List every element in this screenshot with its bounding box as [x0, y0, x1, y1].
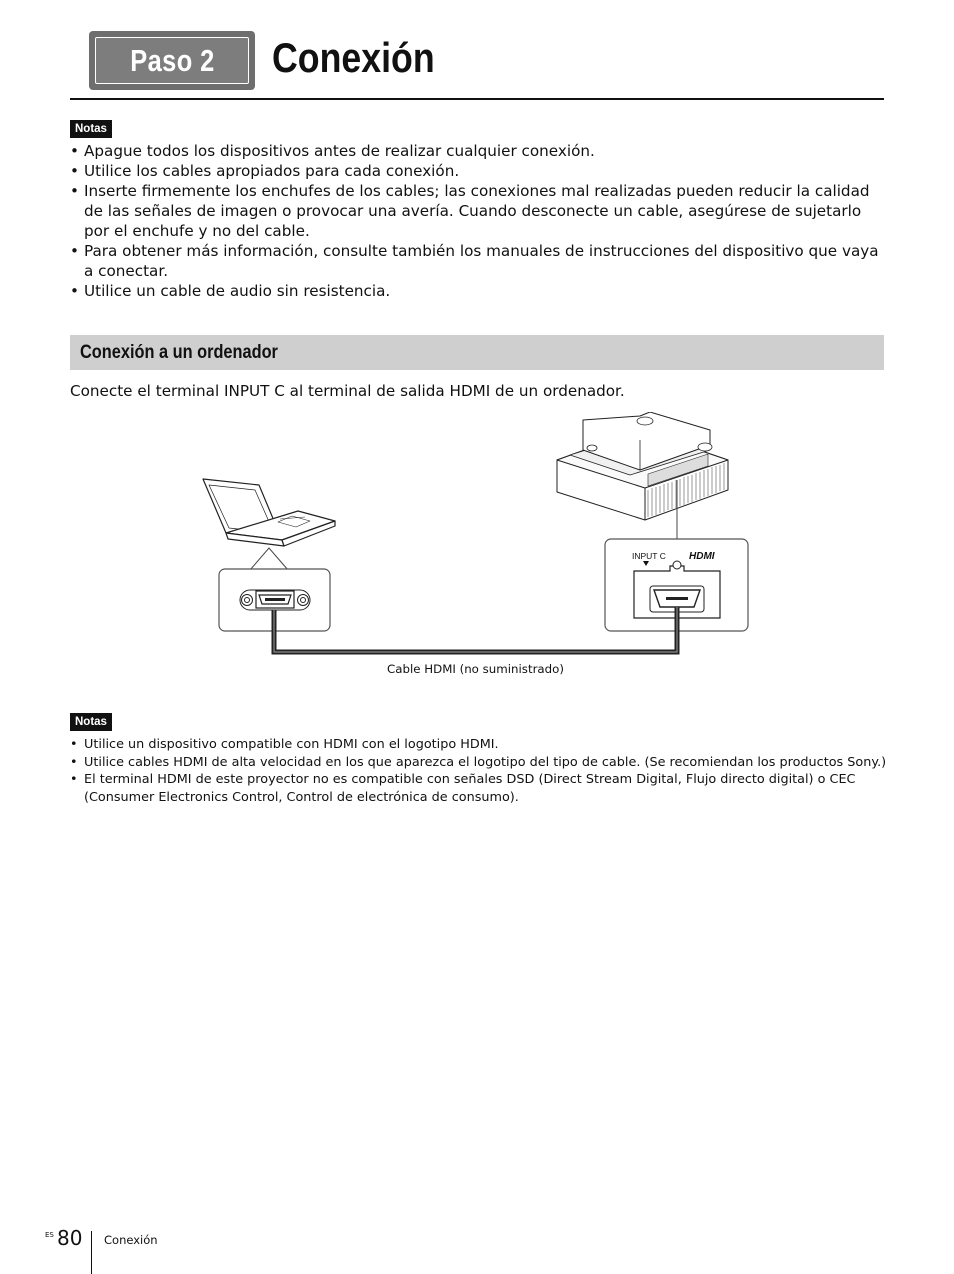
notes-badge: Notas	[70, 713, 112, 731]
list-item: • Utilice un cable de audio sin resistencia.	[70, 281, 886, 301]
connection-diagram	[195, 412, 755, 657]
notes-list-top	[70, 141, 886, 301]
language-code: ES	[45, 1231, 54, 1239]
notes-list-bottom	[70, 736, 890, 806]
step-badge	[89, 31, 255, 90]
page-title: Conexión	[272, 34, 435, 81]
list-item: • Apague todos los dispositivos antes de realizar cualquier conexión.	[70, 141, 886, 161]
footer-section-label: Conexión	[104, 1233, 158, 1247]
footer-divider	[91, 1231, 92, 1274]
list-item: • Inserte firmemente los enchufes de los cables; las conexiones mal realizadas pueden reducir la calidad de las señales de imagen o provocar una avería. Cuando desconecte un cable, asegúrese de sujetarlo por el enchufe y no del cable.	[70, 181, 886, 241]
section-header	[70, 335, 884, 370]
notes-badge: Notas	[70, 120, 112, 138]
page-number: 80	[57, 1226, 83, 1250]
step-label: Paso 2	[129, 42, 215, 78]
section-title: Conexión a un ordenador	[80, 342, 278, 363]
input-c-label: INPUT C	[632, 551, 666, 561]
laptop-hdmi-port	[240, 590, 310, 610]
list-item: • Utilice un dispositivo compatible con HDMI con el logotipo HDMI.	[70, 736, 890, 754]
section-intro: Conecte el terminal INPUT C al terminal de salida HDMI de un ordenador.	[70, 382, 625, 400]
cable-caption: Cable HDMI (no suministrado)	[387, 662, 564, 676]
list-item: • El terminal HDMI de este proyector no es compatible con señales DSD (Direct Stream Digital, Flujo directo digital) o CEC (Consumer Electronics Control, Control de electrónica de consumo).	[70, 771, 890, 806]
projector-illustration	[557, 412, 728, 520]
list-item: • Utilice los cables apropiados para cada conexión.	[70, 161, 886, 181]
laptop-illustration	[203, 479, 335, 546]
list-item: • Utilice cables HDMI de alta velocidad en los que aparezca el logotipo del tipo de cable. (Se recomiendan los productos Sony.)	[70, 754, 890, 772]
list-item: • Para obtener más información, consulte también los manuales de instrucciones del dispositivo que vaya a conectar.	[70, 241, 886, 281]
hdmi-logo: HDMI	[689, 551, 715, 562]
title-divider	[70, 98, 884, 100]
